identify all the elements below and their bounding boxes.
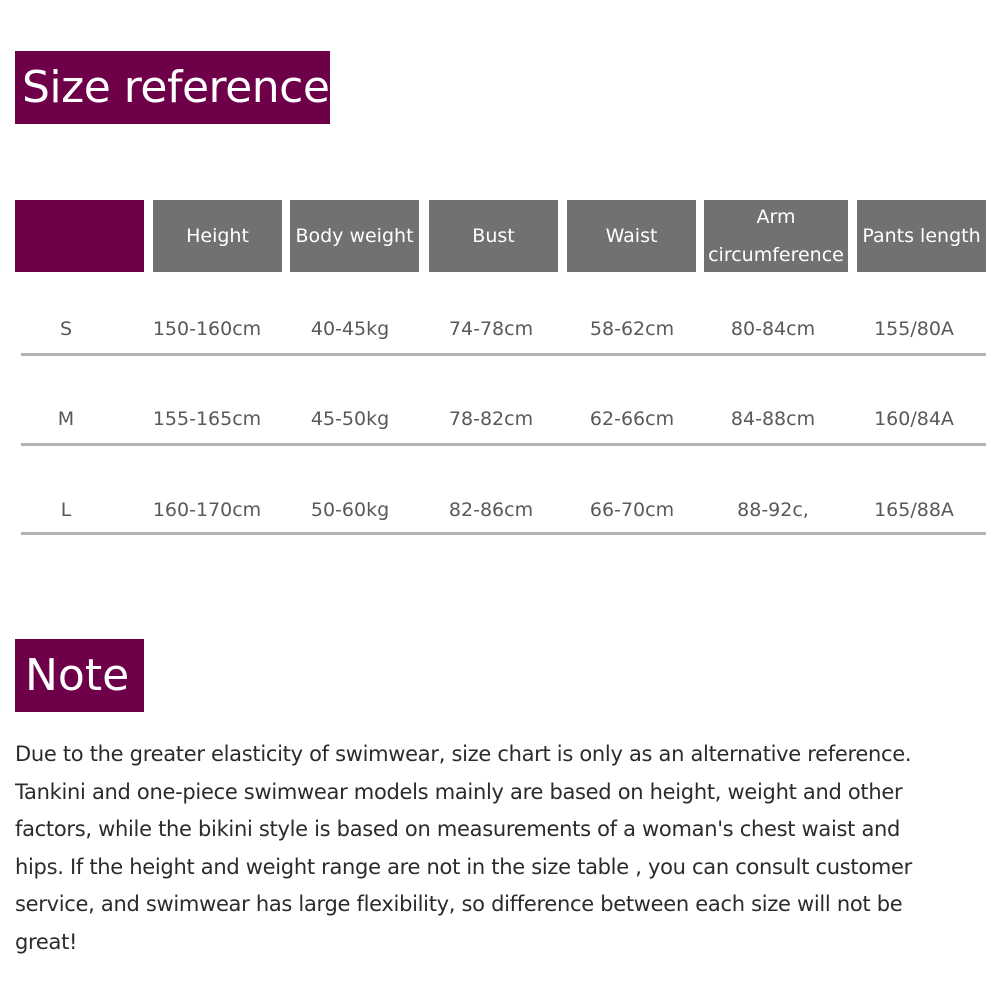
waist-value: 58-62cm (589, 318, 675, 340)
size-label: S (59, 318, 73, 340)
note-line: factors, while the bikini style is based on measurements of a woman's chest waist and (15, 817, 901, 842)
column-header-label: Height (186, 225, 249, 247)
table-corner-cell (15, 200, 144, 272)
pants-length-value: 160/84A (874, 408, 954, 430)
bust-value: 78-82cm (448, 408, 534, 430)
bust-value: 82-86cm (448, 499, 534, 521)
column-header-label: Body weight (295, 225, 414, 247)
row-divider (21, 532, 986, 535)
pants-length-value: 155/80A (874, 318, 954, 340)
body-weight-value: 50-60kg (310, 499, 390, 521)
note-paragraph (15, 736, 990, 962)
column-header-label: Pants length (862, 225, 981, 247)
column-header-bust (429, 200, 558, 272)
column-header-label: Waist (605, 225, 658, 247)
size-label: L (60, 499, 72, 521)
column-header-label: Arm (756, 206, 796, 228)
row-divider (21, 353, 986, 356)
column-header-body-weight (290, 200, 419, 272)
pants-length-value: 165/88A (874, 499, 954, 521)
column-header-arm-circumference (704, 200, 848, 272)
note-line: great! (15, 929, 78, 954)
note-line: Due to the greater elasticity of swimwear, size chart is only as an alternative reference. (15, 742, 912, 766)
column-header-label: Bust (472, 225, 515, 247)
column-header-pants-length (857, 200, 986, 272)
note-line: Tankini and one-piece swimwear models mainly are based on height, weight and other (15, 779, 903, 804)
bust-value: 74-78cm (448, 318, 534, 340)
column-header-height (153, 200, 282, 272)
note-title: Note (15, 639, 144, 712)
column-header-label: circumference (708, 244, 844, 266)
body-weight-value: 40-45kg (310, 318, 390, 340)
arm-circumference-value: 80-84cm (730, 318, 816, 340)
note-line: service, and swimwear has large flexibility, so difference between each size will not be (15, 892, 903, 917)
height-value: 155-165cm (152, 408, 262, 430)
arm-circumference-value: 88-92c, (737, 499, 809, 521)
note-line: hips. If the height and weight range are not in the size table , you can consult customer (15, 854, 912, 879)
height-value: 150-160cm (152, 318, 262, 340)
waist-value: 66-70cm (589, 499, 675, 521)
column-header-waist (567, 200, 696, 272)
size-label: M (57, 408, 75, 430)
row-divider (21, 443, 986, 446)
arm-circumference-value: 84-88cm (730, 408, 816, 430)
body-weight-value: 45-50kg (310, 408, 390, 430)
height-value: 160-170cm (152, 499, 262, 521)
size-reference-title: Size reference (15, 51, 330, 124)
waist-value: 62-66cm (589, 408, 675, 430)
